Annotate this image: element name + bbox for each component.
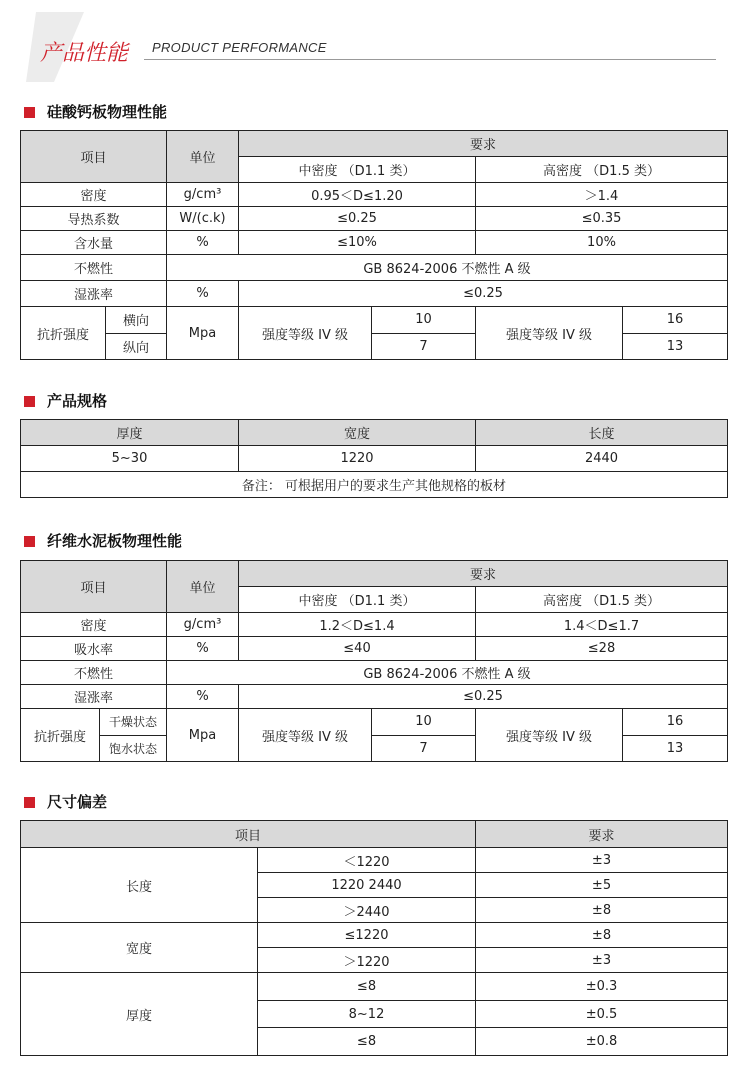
section-label: 尺寸偏差 [47, 793, 108, 811]
value-density-high: 1.4＜D≤1.7 [476, 613, 728, 637]
strength-row2: 纵向 [122, 340, 149, 356]
strength-row2: 饱水状态 [108, 741, 157, 756]
row-label-fire: 不燃性 [21, 661, 167, 685]
section-title-calcium [24, 101, 167, 122]
unit-moisture: % [167, 231, 239, 255]
row-label-swell: 湿涨率 [21, 685, 167, 709]
length-range-2: 1220 2440 [258, 873, 476, 898]
width-range-2: ＞1220 [258, 948, 476, 973]
header-requirement: 要求 [239, 561, 728, 587]
section-title-spec [24, 390, 107, 411]
row-label-density: 密度 [21, 183, 167, 207]
width-req-1: ±8 [476, 923, 728, 948]
unit-swell: % [167, 281, 239, 307]
value-strength-high-2: 13 [623, 735, 728, 762]
strength-row1: 横向 [106, 307, 166, 334]
row-label-fire: 不燃性 [21, 255, 167, 281]
thickness-req-1: ±0.3 [476, 973, 728, 1001]
section-marker [24, 797, 35, 808]
value-strength-high-1: 16 [623, 709, 728, 736]
unit-strength: Mpa [167, 307, 239, 360]
thickness-range-2: 8~12 [258, 1001, 476, 1028]
section-marker [24, 107, 35, 118]
grade-mid: 强度等级 IV 级 [239, 307, 372, 360]
section-marker [24, 536, 35, 547]
value-fire: GB 8624-2006 不燃性 A 级 [167, 255, 728, 281]
row-label-moisture: 含水量 [21, 231, 167, 255]
grade-high: 强度等级 IV 级 [476, 307, 623, 360]
value-strength-mid-2: 7 [372, 333, 476, 360]
length-req-3: ±8 [476, 898, 728, 923]
section-title-fiber [24, 530, 182, 551]
value-length: 2440 [476, 446, 728, 472]
unit-conductivity: W/(c.k) [167, 207, 239, 231]
header-item: 项目 [21, 561, 167, 613]
unit-density: g/cm³ [167, 183, 239, 207]
header-high-density: 高密度 （D1.5 类） [476, 587, 728, 613]
header-requirement: 要求 [476, 821, 728, 848]
row-label-swell: 湿涨率 [21, 281, 167, 307]
strength-row1: 干燥状态 [100, 709, 166, 736]
header-divider [144, 59, 716, 60]
calcium-table [20, 130, 728, 360]
section-marker [24, 396, 35, 407]
value-strength-mid-2: 7 [372, 735, 476, 762]
value-swell: ≤0.25 [239, 685, 728, 709]
header-requirement: 要求 [239, 131, 728, 157]
strength-label: 抗折强度 [21, 307, 106, 359]
value-density-mid: 0.95＜D≤1.20 [239, 183, 476, 207]
length-req-1: ±3 [476, 848, 728, 873]
unit-density: g/cm³ [167, 613, 239, 637]
header-item: 项目 [21, 131, 167, 183]
row-label-strength [21, 709, 167, 762]
section-label: 硅酸钙板物理性能 [47, 103, 168, 121]
value-density-mid: 1.2＜D≤1.4 [239, 613, 476, 637]
section-title-deviation [24, 791, 107, 812]
header-unit: 单位 [167, 131, 239, 183]
row-label-width: 宽度 [21, 923, 258, 973]
value-absorb-high: ≤28 [476, 637, 728, 661]
deviation-table [20, 820, 728, 1056]
header-thickness: 厚度 [21, 420, 239, 446]
header-unit: 单位 [167, 561, 239, 613]
fiber-table [20, 560, 728, 762]
value-thickness: 5~30 [21, 446, 239, 472]
length-range-1: ＜1220 [258, 848, 476, 873]
length-req-2: ±5 [476, 873, 728, 898]
section-label: 纤维水泥板物理性能 [47, 532, 183, 550]
row-label-conductivity: 导热系数 [21, 207, 167, 231]
strength-label: 抗折强度 [21, 709, 100, 761]
page-title-en: PRODUCT PERFORMANCE [152, 40, 327, 55]
value-moisture-mid: ≤10% [239, 231, 476, 255]
value-conductivity-high: ≤0.35 [476, 207, 728, 231]
thickness-req-3: ±0.8 [476, 1028, 728, 1056]
value-absorb-mid: ≤40 [239, 637, 476, 661]
header-item: 项目 [21, 821, 476, 848]
width-range-1: ≤1220 [258, 923, 476, 948]
row-label-strength [21, 307, 167, 360]
value-swell: ≤0.25 [239, 281, 728, 307]
value-fire: GB 8624-2006 不燃性 A 级 [167, 661, 728, 685]
row-label-density: 密度 [21, 613, 167, 637]
row-label-absorb: 吸水率 [21, 637, 167, 661]
header-medium-density: 中密度 （D1.1 类） [239, 587, 476, 613]
row-label-length: 长度 [21, 848, 258, 923]
value-strength-high-2: 13 [623, 333, 728, 360]
header-medium-density: 中密度 （D1.1 类） [239, 157, 476, 183]
row-label-thickness: 厚度 [21, 973, 258, 1056]
grade-high: 强度等级 IV 级 [476, 709, 623, 762]
unit-swell: % [167, 685, 239, 709]
length-range-3: ＞2440 [258, 898, 476, 923]
spec-table [20, 419, 728, 498]
thickness-range-1: ≤8 [258, 973, 476, 1001]
header-length: 长度 [476, 420, 728, 446]
section-label: 产品规格 [47, 392, 108, 410]
header-width: 宽度 [239, 420, 476, 446]
thickness-range-3: ≤8 [258, 1028, 476, 1056]
page-title-cn: 产品性能 [40, 41, 129, 66]
value-moisture-high: 10% [476, 231, 728, 255]
value-conductivity-mid: ≤0.25 [239, 207, 476, 231]
grade-mid: 强度等级 IV 级 [239, 709, 372, 762]
width-req-2: ±3 [476, 948, 728, 973]
spec-note: 备注： 可根据用户的要求生产其他规格的板材 [21, 472, 728, 498]
unit-strength: Mpa [167, 709, 239, 762]
value-density-high: ＞1.4 [476, 183, 728, 207]
thickness-req-2: ±0.5 [476, 1001, 728, 1028]
value-strength-mid-1: 10 [372, 709, 476, 736]
value-strength-mid-1: 10 [372, 307, 476, 334]
header-high-density: 高密度 （D1.5 类） [476, 157, 728, 183]
value-strength-high-1: 16 [623, 307, 728, 334]
value-width: 1220 [239, 446, 476, 472]
unit-absorb: % [167, 637, 239, 661]
